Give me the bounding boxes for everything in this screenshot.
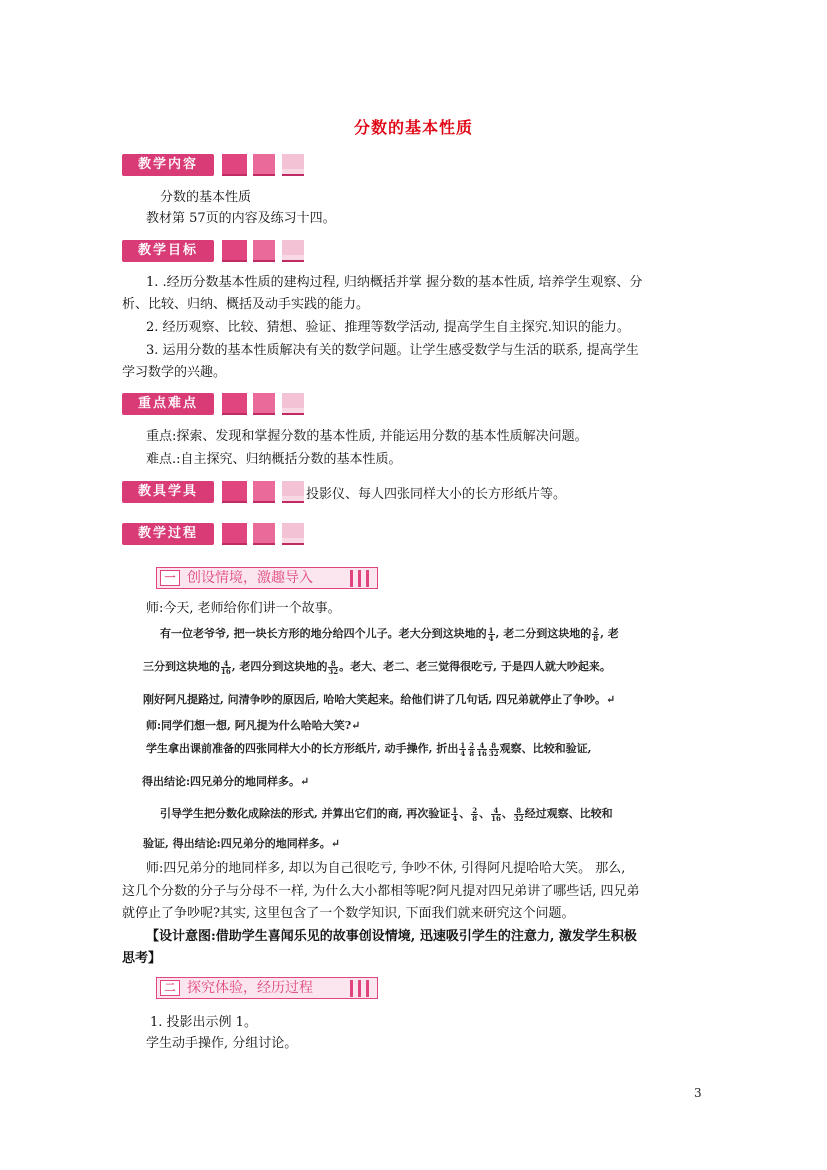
fraction: $\frac{2}{8}$: [472, 805, 478, 823]
fraction: $\frac{8}{32}$: [488, 740, 499, 758]
decor-square: [253, 523, 275, 545]
story-line-3: 刚好阿凡提路过, 问清争吵的原因后, 哈哈大笑起来。给他们讲了几句话, 四兄弟就停止了争吵。↵: [143, 693, 616, 706]
fraction: $\frac{1}{4}$: [460, 740, 466, 758]
section-label: 教学过程: [122, 523, 214, 545]
fraction-1-4: $\frac{1}{4}$: [488, 625, 494, 643]
decor-square: [282, 240, 304, 262]
page-title: 分数的基本性质: [353, 118, 473, 137]
step-line: 学生动手操作, 分组讨论。: [146, 1036, 298, 1051]
decor-square: [222, 240, 247, 262]
after-line: 这几个分数的分子与分母不一样, 为什么大小都相等呢?阿凡提对四兄弟讲了哪些话, 四兄弟: [122, 884, 640, 899]
stage-label: 创设情境，激趣导入: [187, 570, 313, 586]
story-line-8: 验证, 得出结论:四兄弟分的地同样多。↵: [143, 837, 340, 850]
decor-square: [282, 481, 304, 503]
story-line-5: [146, 741, 591, 757]
section-header-content: [122, 154, 312, 176]
stage-number: 二: [160, 980, 180, 996]
story-text: 学生拿出课前准备的四张同样大小的长方形纸片, 动手操作, 折出: [146, 742, 459, 755]
goal-line: 学习数学的兴趣。: [122, 365, 227, 380]
story-line-4: 师:同学们想一想, 阿凡提为什么哈哈大笑?↵: [146, 719, 361, 732]
content-line: 教材第 57页的内容及练习十四。: [146, 211, 336, 226]
key-line: 难点.:自主探究、归纳概括分数的基本性质。: [146, 452, 402, 467]
fraction-8-32: $\frac{8}{32}$: [328, 658, 339, 676]
section-header-goals: [122, 240, 312, 262]
section-label: 教学目标: [122, 240, 214, 262]
decor-square: [253, 240, 275, 262]
story-line-6: 得出结论:四兄弟分的地同样多。↵: [142, 775, 310, 788]
design-intent-line: 思考】: [122, 951, 162, 966]
stage-banner-2: [156, 977, 378, 999]
fraction-4-16: $\frac{4}{16}$: [221, 658, 231, 676]
decor-square: [253, 481, 275, 503]
stage-number: 一: [160, 570, 180, 586]
intro-line: 师:今天, 老师给你们讲一个故事。: [146, 601, 341, 616]
tools-text: 投影仪、每人四张同样大小的长方形纸片等。: [306, 487, 567, 502]
fraction-2-8: $\frac{2}{8}$: [593, 625, 599, 643]
stage-banner-1: [156, 567, 378, 589]
story-line-7: 引导学生把分数化成除法的形式, 并算出它们的商, 再次验证 $\frac{1}{4}$ 、 $\frac{2}{8}$ 、 $\frac{4}{16}$ 、 $\frac{8}{32}$ 经过观察、比较和: [160, 805, 613, 823]
decor-square: [222, 523, 247, 545]
section-header-key: [122, 393, 312, 415]
story-text: 观察、比较和验证,: [499, 742, 592, 755]
fraction: $\frac{4}{16}$: [477, 740, 487, 758]
after-line: 就停止了争吵呢?其实, 这里包含了一个数学知识, 下面我们就来研究这个问题。: [122, 906, 575, 921]
story-text: 引导学生把分数化成除法的形式, 并算出它们的商, 再次验证: [160, 807, 451, 820]
section-header-process: [122, 523, 312, 545]
goal-line: 3. 运用分数的基本性质解决有关的数学问题。让学生感受数学与生活的联系, 提高学生: [146, 343, 639, 358]
stage-bars: [350, 980, 374, 997]
story-text: 三分到这块地的: [143, 660, 220, 673]
decor-square: [282, 523, 304, 545]
story-line-2: [143, 659, 611, 675]
story-text: , 老: [600, 627, 619, 640]
decor-square: [253, 393, 275, 415]
stage-bars: [350, 570, 374, 587]
fraction: $\frac{1}{4}$: [452, 805, 458, 823]
decor-square: [222, 393, 247, 415]
decor-square: [282, 154, 304, 176]
section-label: 教具学具: [122, 481, 214, 503]
fraction: $\frac{4}{16}$: [491, 805, 501, 823]
step-line: 1. 投影出示例 1。: [150, 1015, 257, 1030]
stage-label: 探究体验，经历过程: [187, 980, 313, 996]
decor-square: [282, 393, 304, 415]
story-text: 。老大、老二、老三觉得很吃亏, 于是四人就大吵起来。: [339, 660, 611, 673]
section-label: 教学内容: [122, 154, 214, 176]
fraction: $\frac{2}{8}$: [469, 740, 475, 758]
page-number: 3: [694, 1086, 702, 1100]
story-line-1: [160, 626, 619, 642]
story-text: 经过观察、比较和: [524, 807, 613, 820]
section-label: 重点难点: [122, 393, 214, 415]
goal-line: 1. .经历分数基本性质的建构过程, 归纳概括并掌 握分数的基本性质, 培养学生观察、分: [146, 275, 643, 290]
story-text: , 老四分到这块地的: [231, 660, 328, 673]
section-header-tools: [122, 481, 312, 503]
design-intent-line: 【设计意图:借助学生喜闻乐见的故事创设情境, 迅速吸引学生的注意力, 激发学生积极: [146, 929, 637, 944]
story-text: 有一位老爷爷, 把一块长方形的地分给四个儿子。老大分到这块地的: [160, 627, 487, 640]
after-line: 师:四兄弟分的地同样多, 却以为自己很吃亏, 争吵不休, 引得阿凡提哈哈大笑。 那么,: [146, 861, 626, 876]
goal-line: 2. 经历观察、比较、猜想、验证、推理等数学活动, 提高学生自主探究.知识的能力。: [146, 320, 630, 335]
content-line: 分数的基本性质: [160, 190, 252, 205]
story-text: , 老二分到这块地的: [495, 627, 592, 640]
decor-square: [253, 154, 275, 176]
decor-square: [222, 154, 247, 176]
key-line: 重点:探索、发现和掌握分数的基本性质, 并能运用分数的基本性质解决问题。: [146, 429, 588, 444]
decor-square: [222, 481, 247, 503]
goal-line: 析、比较、归纳、概括及动手实践的能力。: [122, 297, 370, 312]
fraction: $\frac{8}{32}$: [513, 805, 524, 823]
